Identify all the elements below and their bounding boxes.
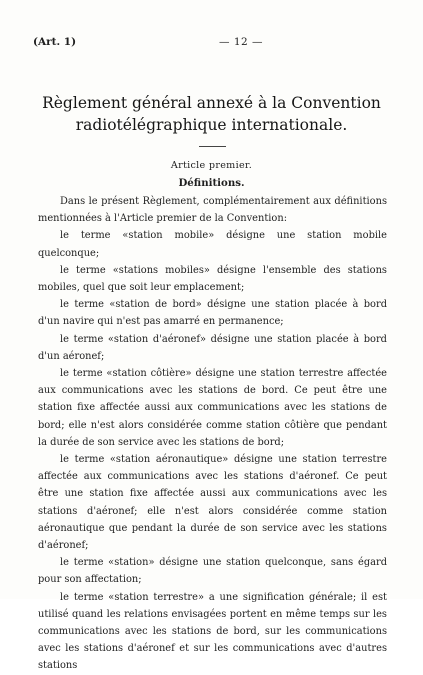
section-heading: Définitions.	[178, 177, 245, 189]
article-heading: Article premier.	[170, 160, 253, 171]
paragraph: le terme «station mobile» désigne une station mobile quelconque;	[38, 230, 387, 259]
document-title	[20, 92, 403, 136]
title-line-2: radiotélégraphique internationale.	[75, 116, 348, 134]
title-divider	[199, 146, 226, 147]
paragraph: le terme «station aéronautique» désigne une station terrestre affectée aux communications avec les stations d'aéronef. Ce peut être une station fixe affectée aussi aux communications avec les stations d'aéronef; elle n'est alors considérée comme station aéronautique que pendant la durée de son service avec les stations d'aéronef;	[38, 454, 387, 552]
paragraph: le terme «station» désigne une station quelconque, sans égard pour son affectation;	[38, 557, 387, 586]
title-line-1: Règlement général annexé à la Convention	[42, 94, 381, 112]
paragraph: le terme «station côtière» désigne une station terrestre affectée aux communications avec les stations de bord. Ce peut être une station fixe affectée aussi aux communications avec les stations de bord; elle n'est alors considérée comme station côtière que pendant la durée de son service avec les stations de bord;	[38, 368, 387, 448]
paragraph: Dans le présent Règlement, complémentairement aux définitions mentionnées à l'Article premier de la Convention:	[38, 196, 387, 225]
page-number: — 12 —	[219, 36, 264, 48]
article-reference: (Art. 1)	[33, 36, 77, 48]
paragraph: le terme «stations mobiles» désigne l'ensemble des stations mobiles, quel que soit leur emplacement;	[38, 264, 387, 294]
paragraph: le terme «station de bord» désigne une station placée à bord d'un navire qui n'est pas amarré en permanence;	[38, 299, 387, 328]
running-header	[33, 36, 390, 50]
paragraph: le terme «station d'aéronef» désigne une station placée à bord d'un aéronef;	[38, 333, 387, 362]
paragraph: le terme «station terrestre» a une signification générale; il est utilisé quand les relations envisagées portent en même temps sur les communications avec les stations de bord, sur les communications avec les stations d'aéronef et sur les communications avec d'autres stations	[38, 591, 387, 672]
body-text	[38, 193, 387, 675]
